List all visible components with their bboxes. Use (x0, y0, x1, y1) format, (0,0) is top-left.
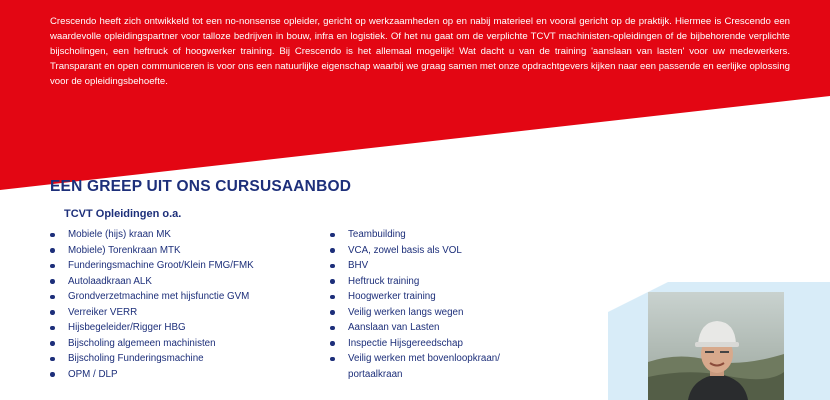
course-label: Hijsbegeleider/Rigger HBG (68, 322, 186, 333)
section-title: EEN GREEP UIT ONS CURSUSAANBOD (50, 178, 352, 195)
course-item (50, 289, 310, 305)
course-list-left (50, 227, 310, 382)
course-item (330, 320, 530, 336)
course-item (50, 367, 310, 383)
course-label: Funderingsmachine Groot/Klein FMG/FMK (68, 260, 254, 271)
bullet-icon (330, 279, 335, 284)
course-item (50, 243, 310, 259)
bullet-icon (330, 264, 335, 269)
bullet-icon (50, 279, 55, 284)
course-label: Bijscholing algemeen machinisten (68, 337, 216, 349)
course-item (330, 336, 530, 352)
course-label: Grondverzetmachine met hijsfunctie GVM (68, 291, 250, 302)
bullet-icon (330, 295, 335, 300)
course-item (330, 258, 530, 274)
course-item (50, 305, 310, 321)
bullet-icon (330, 357, 335, 362)
course-item (50, 274, 310, 290)
course-label: Hoogwerker training (348, 291, 436, 302)
course-item (50, 320, 310, 336)
course-label: Aanslaan van Lasten (348, 322, 440, 333)
course-label: Teambuilding (348, 229, 406, 240)
course-item (50, 258, 310, 274)
instructor-photo (648, 292, 784, 400)
course-item (330, 289, 530, 305)
bullet-icon (50, 326, 55, 331)
course-label: Verreiker VERR (68, 306, 138, 318)
course-label: VCA, zowel basis als VOL (348, 244, 462, 256)
bullet-icon (50, 372, 55, 377)
bullet-icon (50, 264, 55, 269)
bullet-icon (330, 341, 335, 346)
course-label: Bijscholing Funderingsmachine (68, 353, 204, 364)
course-item (330, 227, 530, 243)
course-item (330, 243, 530, 259)
course-label: OPM / DLP (68, 368, 118, 380)
bullet-icon (330, 233, 335, 238)
course-label: BHV (348, 260, 369, 271)
course-list-right (330, 227, 530, 382)
course-item (330, 305, 530, 321)
course-label: Veilig werken langs wegen (348, 306, 464, 318)
bullet-icon (50, 233, 55, 238)
bullet-icon (330, 310, 335, 315)
course-label: Mobiele (hijs) kraan MK (68, 229, 171, 240)
course-item (330, 274, 530, 290)
bullet-icon (50, 341, 55, 346)
course-item (50, 351, 310, 367)
intro-paragraph: Crescendo heeft zich ontwikkeld tot een no-nonsense opleider, gericht op werkzaamheden op en nabij materieel en vooral gericht op de praktijk. Hiermee is Crescendo een waardevolle opleidingspartner voor talloze bedrijven in bouw, infra en logistiek. Of het nu gaat om de verplichte TCVT machinisten-opleidingen of de bijbehorende verplichte bijscholingen, een heftruck of hoogwerker training. Bij Crescendo is het allemaal mogelijk! Wat dacht u van de training 'aanslaan van lasten' voor uw medewerkers. Transparant en open communiceren is voor ons een natuurlijke eigenschap waarbij we graag samen met onze opdrachtgevers kijken naar een passende en eerlijke oplossing voor de opleidingsbehoefte. (50, 16, 790, 87)
bullet-icon (330, 248, 335, 253)
course-label: Veilig werken met bovenloopkraan/ portaalkraan (348, 353, 500, 380)
bullet-icon (50, 310, 55, 315)
course-item (50, 227, 310, 243)
bullet-icon (50, 357, 55, 362)
bullet-icon (330, 326, 335, 331)
course-label: Heftruck training (348, 275, 420, 287)
bullet-icon (50, 295, 55, 300)
course-item (330, 351, 530, 382)
course-label: Autolaadkraan ALK (68, 275, 152, 287)
bullet-icon (50, 248, 55, 253)
course-item (50, 336, 310, 352)
subsection-title: TCVT Opleidingen o.a. (64, 208, 182, 220)
course-label: Mobiele) Torenkraan MTK (68, 244, 181, 256)
course-label: Inspectie Hijsgereedschap (348, 337, 463, 349)
